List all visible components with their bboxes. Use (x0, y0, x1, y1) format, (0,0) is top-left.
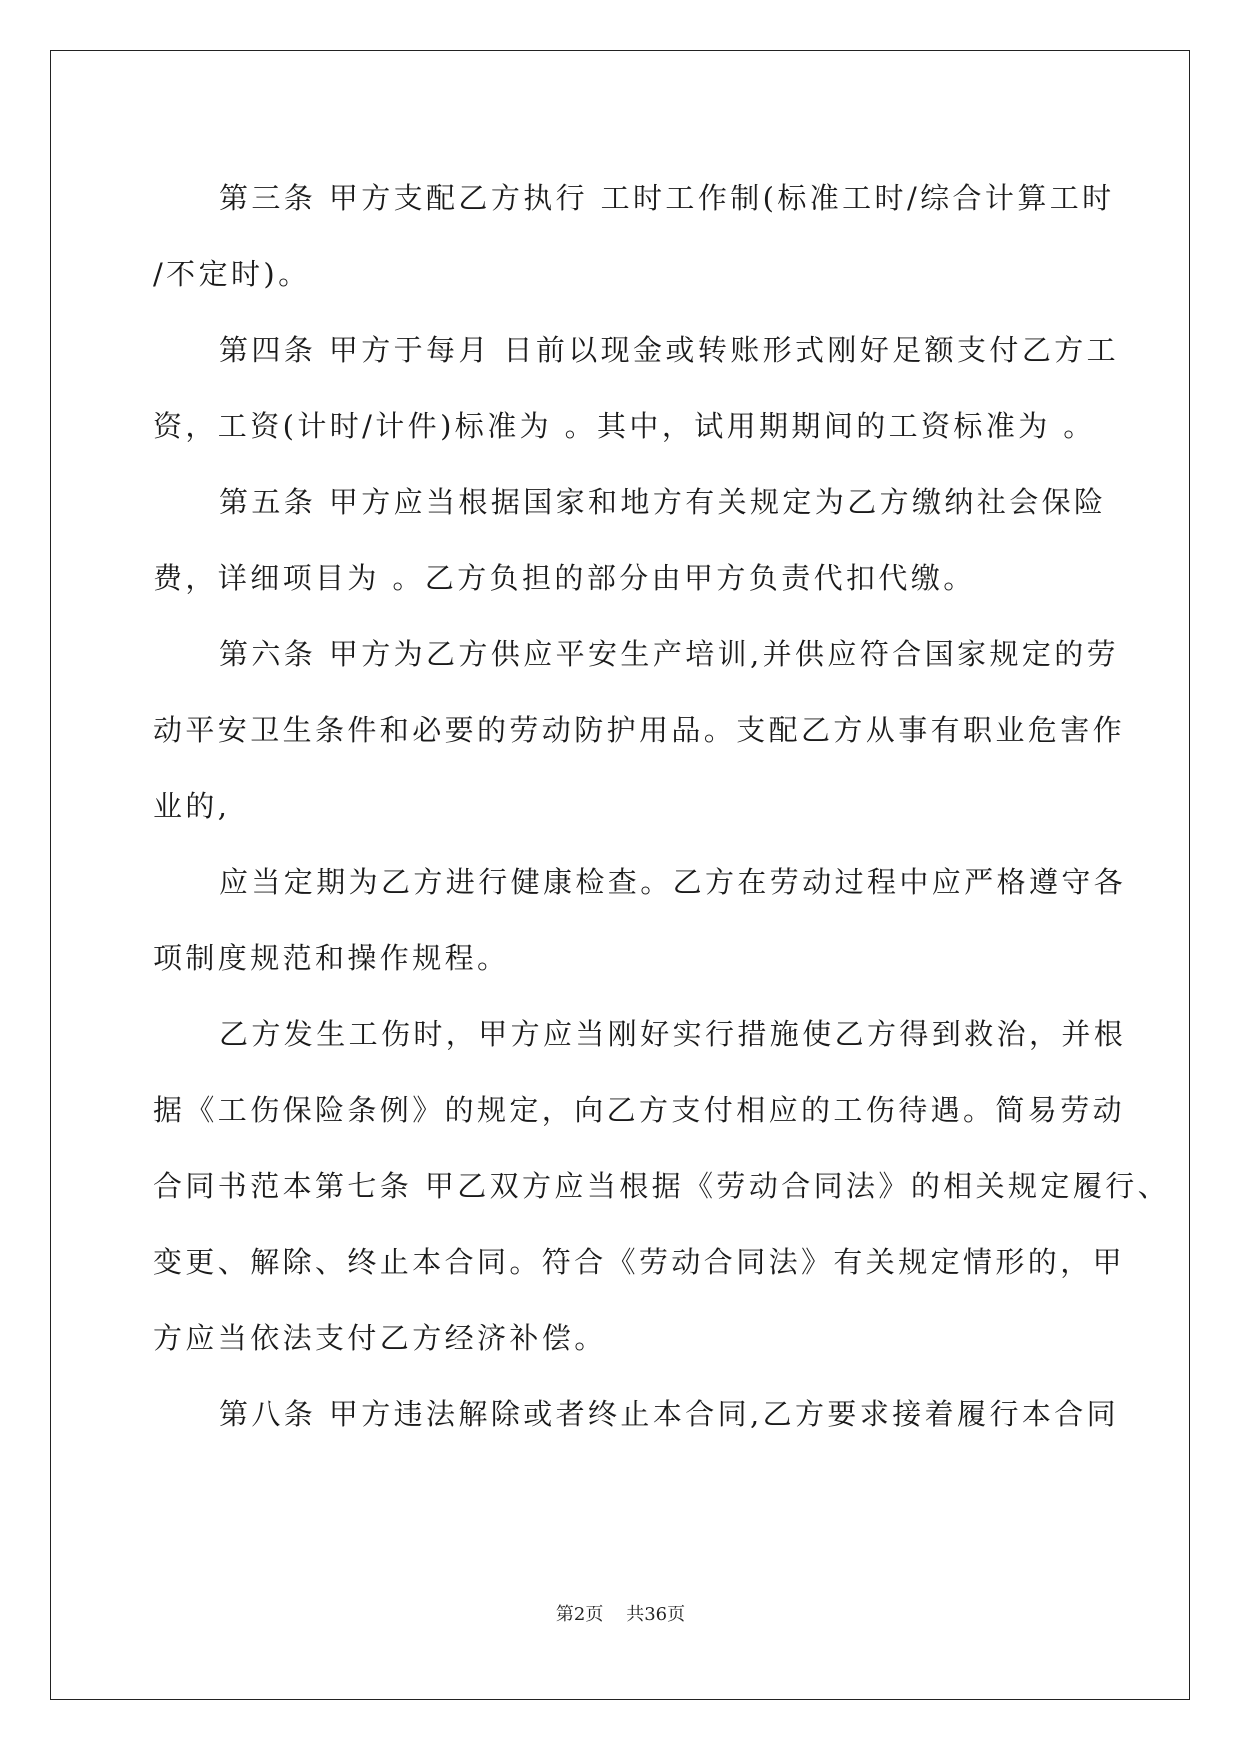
text-line: 动平安卫生条件和必要的劳动防护用品。支配乙方从事有职业危害作 (153, 713, 1126, 747)
text-line: 应当定期为乙方进行健康检查。乙方在劳动过程中应严格遵守各 (219, 865, 1127, 899)
page-footer (0, 1600, 1241, 1626)
text-line: /不定时)。 (153, 257, 311, 291)
text-line: 项制度规范和操作规程。 (153, 941, 510, 975)
text-line: 第四条 甲方于每月 日前以现金或转账形式刚好足额支付乙方工 (219, 333, 1120, 367)
text-line: 第八条 甲方违法解除或者终止本合同,乙方要求接着履行本合同 (219, 1397, 1120, 1431)
text-line: 第三条 甲方支配乙方执行 工时工作制(标准工时/综合计算工时 (219, 181, 1115, 215)
text-line: 据《工伤保险条例》的规定，向乙方支付相应的工伤待遇。简易劳动 (153, 1093, 1126, 1127)
text-line: 合同书范本第七条 甲乙双方应当根据《劳动合同法》的相关规定履行、 (153, 1169, 1171, 1203)
text-line: 变更、解除、终止本合同。符合《劳动合同法》有关规定情形的，甲 (153, 1245, 1126, 1279)
text-line: 方应当依法支付乙方经济补偿。 (153, 1321, 607, 1355)
text-line: 第六条 甲方为乙方供应平安生产培训,并供应符合国家规定的劳 (219, 637, 1120, 671)
text-line: 资，工资(计时/计件)标准为 。其中，试用期期间的工资标准为 。 (153, 409, 1096, 443)
text-line: 业的, (153, 789, 231, 823)
page-number: 第2页 (555, 1604, 604, 1625)
document-body (153, 160, 1171, 1452)
page-total: 共36页 (626, 1604, 686, 1625)
text-line: 第五条 甲方应当根据国家和地方有关规定为乙方缴纳社会保险 (219, 485, 1107, 519)
text-line: 乙方发生工伤时，甲方应当刚好实行措施使乙方得到救治，并根 (219, 1017, 1127, 1051)
text-line: 费，详细项目为 。乙方负担的部分由甲方负责代扣代缴。 (153, 561, 976, 595)
